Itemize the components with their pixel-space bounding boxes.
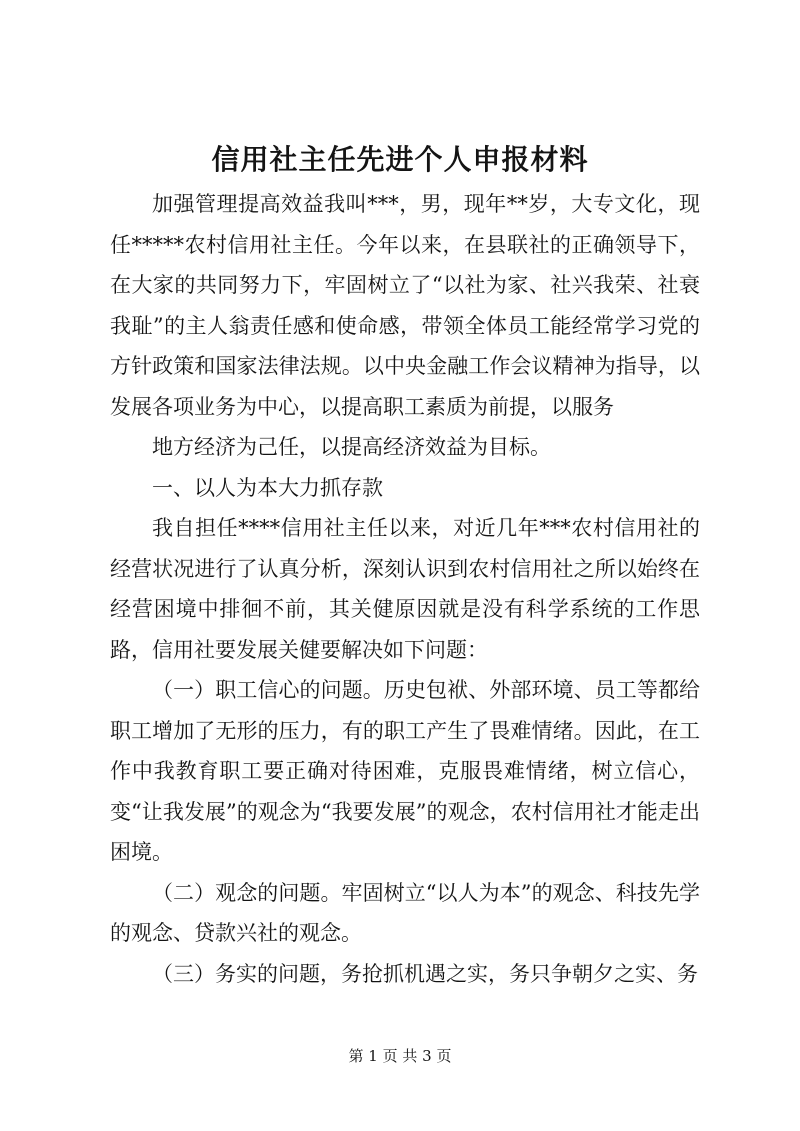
paragraph-intro: 加强管理提高效益我叫***，男，现年**岁，大专文化，现任*****农村信用社主任。今年以来，在县联社的正确领导下，在大家的共同努力下，牢固树立了“以社为家、社兴我荣、社衰我耻”的主人翁责任感和使命感，带领全体员工能经常学习党的方针政策和国家法律法规。以中央金融工作会议精神为指导，以发展各项业务为中心，以提高职工素质为前提，以服务 bbox=[110, 192, 700, 419]
paragraph-intro-continued: 地方经济为己任，以提高经济效益为目标。 bbox=[152, 435, 551, 459]
section-heading-deposits: 一、以人为本大力抓存款 bbox=[152, 475, 383, 500]
page-number-footer: 第 1 页 共 3 页 bbox=[348, 1047, 452, 1065]
paragraph-analysis: 我自担任****信用社主任以来，对近几年***农村信用社的经营状况进行了认真分析，深刻认识到农村信用社之所以始终在经营困境中排徊不前，其关健原因就是没有科学系统的工作思路，信用社要发展关健要解决如下问题： bbox=[110, 516, 700, 662]
paragraph-item-concepts: （二）观念的问题。牢固树立“以人为本”的观念、科技先学的观念、贷款兴社的观念。 bbox=[110, 880, 700, 945]
document-title: 信用社主任先进个人申报材料 bbox=[211, 143, 589, 176]
document-body bbox=[110, 184, 700, 994]
paragraph-item-confidence: （一）职工信心的问题。历史包袱、外部环境、员工等都给职工增加了无形的压力，有的职工产生了畏难情绪。因此，在工作中我教育职工要正确对待困难，克服畏难情绪，树立信心，变“让我发展”的观念为“我要发展”的观念，农村信用社才能走出困境。 bbox=[110, 678, 700, 864]
paragraph-item-pragmatism: （三）务实的问题，务抢抓机遇之实，务只争朝夕之实、务 bbox=[152, 961, 698, 986]
